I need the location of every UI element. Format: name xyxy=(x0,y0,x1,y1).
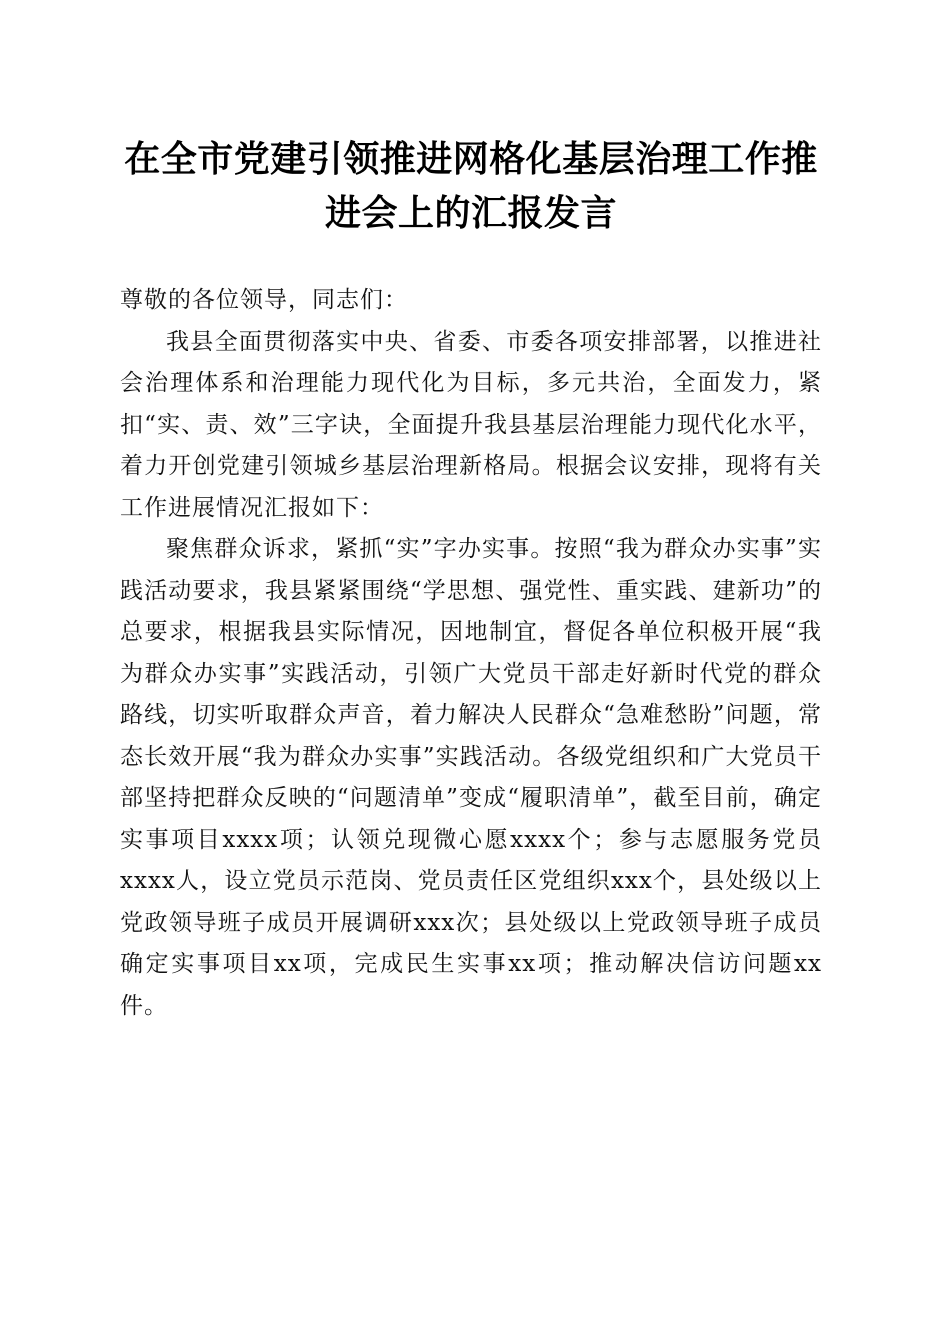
salutation: 尊敬的各位领导，同志们： xyxy=(120,287,408,313)
document-title: 在全市党建引领推进网格化基层治理工作推进会上的汇报发言 xyxy=(124,138,818,234)
paragraph-section-1: 聚焦群众诉求，紧抓“实”字办实事。按照“我为群众办实事”实践活动要求，我县紧紧围绕“学思想、强党性、重实践、建新功”的总要求，根据我县实际情况，因地制宜，督促各单位积极开展“我为群众办实事”实践活动，引领广大党员干部走好新时代党的群众路线，切实听取群众声音，着力解决人民群众“急难愁盼”问题，常态长效开展“我为群众办实事”实践活动。各级党组织和广大党员干部坚持把群众反映的“问题清单”变成“履职清单”，截至目前，确定实事项目xxxx项；认领兑现微心愿xxxx个；参与志愿服务党员xxxx人，设立党员示范岗、党员责任区党组织xxx个，县处级以上党政领导班子成员开展调研xxx次；县处级以上党政领导班子成员确定实事项目xx项，完成民生实事xx项；推动解决信访问题xx件。 xyxy=(120,536,822,1019)
document-body xyxy=(120,280,822,1027)
paragraph-intro: 我县全面贯彻落实中央、省委、市委各项安排部署，以推进社会治理体系和治理能力现代化为目标，多元共治，全面发力，紧扣“实、责、效”三字诀，全面提升我县基层治理能力现代化水平，着力开创党建引领城乡基层治理新格局。根据会议安排，现将有关工作进展情况汇报如下： xyxy=(120,328,822,521)
